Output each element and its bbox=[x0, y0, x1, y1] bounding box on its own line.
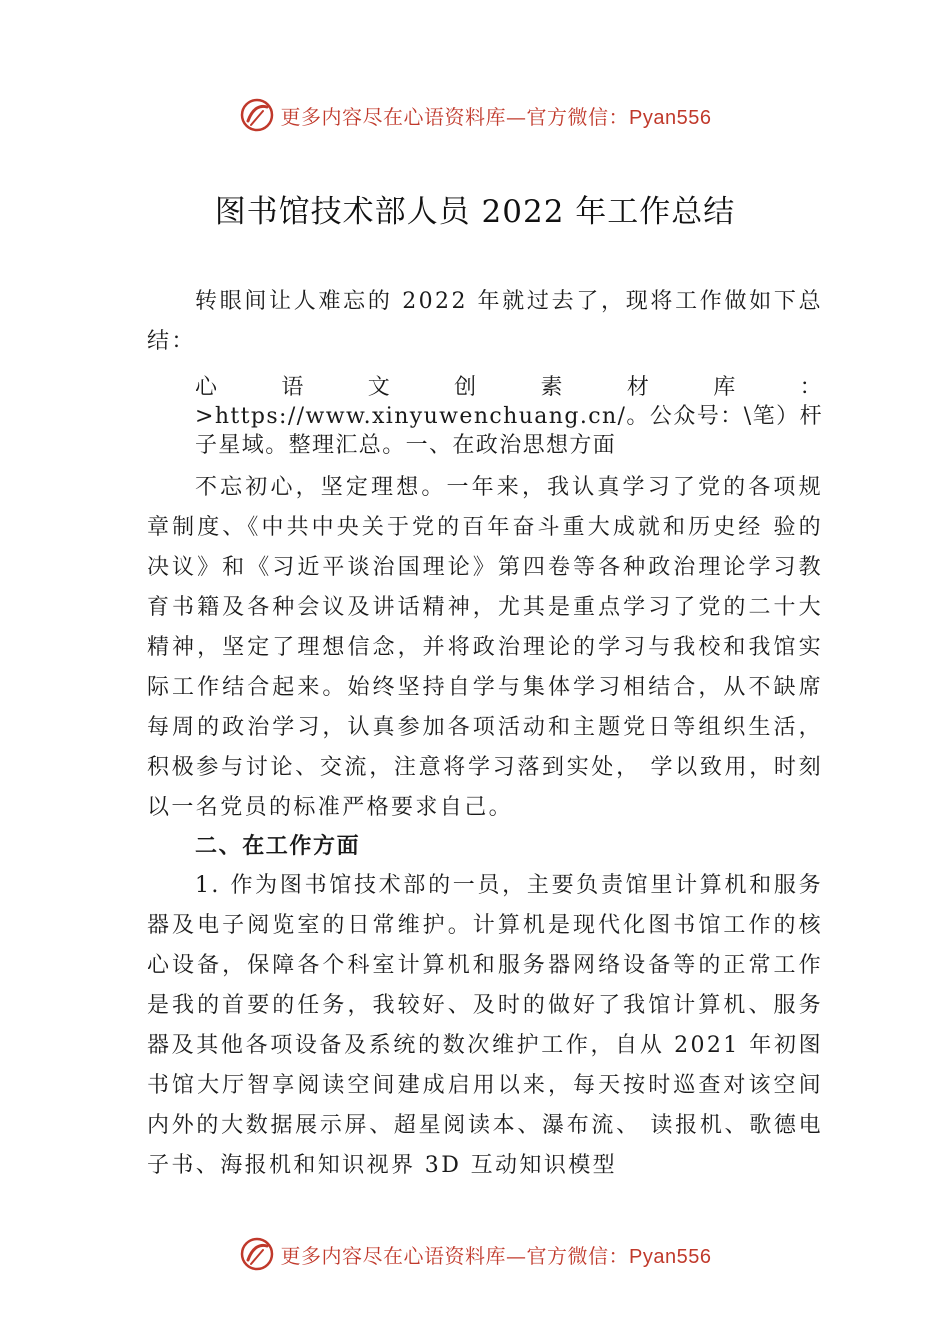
intro-paragraph: 转眼间让人难忘的 2022 年就过去了，现将工作做如下总结： bbox=[147, 289, 823, 354]
banner-wechat-id: Pyan556 bbox=[629, 106, 712, 129]
politics-paragraph: 不忘初心，坚定理想。一年来，我认真学习了党的各项规章制度、《中共中央关于党的百年奋斗重大成就和历史经 验的决议》和《习近平谈治国理论》第四卷等各种政治理论学习教育书籍及各种会议及讲话精神，尤其是重点学习了党的二十大精神，坚定了理想信念，并将政治理论的学习与我校和我馆实际工作结合起来。始终坚持自学与集体学习相结合，从不缺席每周的政治学习，认真参加各项活动和主题党日等组织生活，积极参与讨论、交流，注意将学习落到实处， 学以致用，时刻以一名党员的标准严格要求自己。 bbox=[147, 475, 823, 820]
banner-text: 更多内容尽在心语资料库—官方微信：Pyan556 bbox=[280, 1243, 712, 1268]
work-paragraph: 1. 作为图书馆技术部的一员，主要负责馆里计算机和服务器及电子阅览室的日常维护。计算机是现代化图书馆工作的核心设备，保障各个科室计算机和服务器网络设备等的正常工作是我的首要的任务，我较好、及时的做好了我馆计算机、服务器及其他各项设备及系统的数次维护工作，自从 2021 年初图书馆大厅智享阅读空间建成启用以来，每天按时巡查对该空间内外的大数据展示屏、超星阅读本、瀑布流、 读报机、歌德电子书、海报机和知识视界 3D 互动知识模型 bbox=[147, 873, 823, 1178]
banner-text: 更多内容尽在心语资料库—官方微信：Pyan556 bbox=[280, 104, 712, 129]
banner-wechat-id: Pyan556 bbox=[629, 1245, 712, 1268]
section-heading-work: 二、在工作方面 bbox=[195, 834, 361, 859]
document-body bbox=[147, 282, 823, 1186]
document-title: 图书馆技术部人员 2022 年工作总结 bbox=[214, 194, 736, 230]
brand-logo-icon bbox=[239, 97, 275, 133]
header-banner bbox=[0, 93, 950, 137]
footer-banner bbox=[0, 1232, 950, 1276]
source-note: 心语文创素材库：>https://www.xinyuwenchuang.cn/。公众号：\笔）杆子星域。整理汇总。一、在政治思想方面 bbox=[195, 375, 823, 458]
brand-logo-icon bbox=[239, 1236, 275, 1272]
